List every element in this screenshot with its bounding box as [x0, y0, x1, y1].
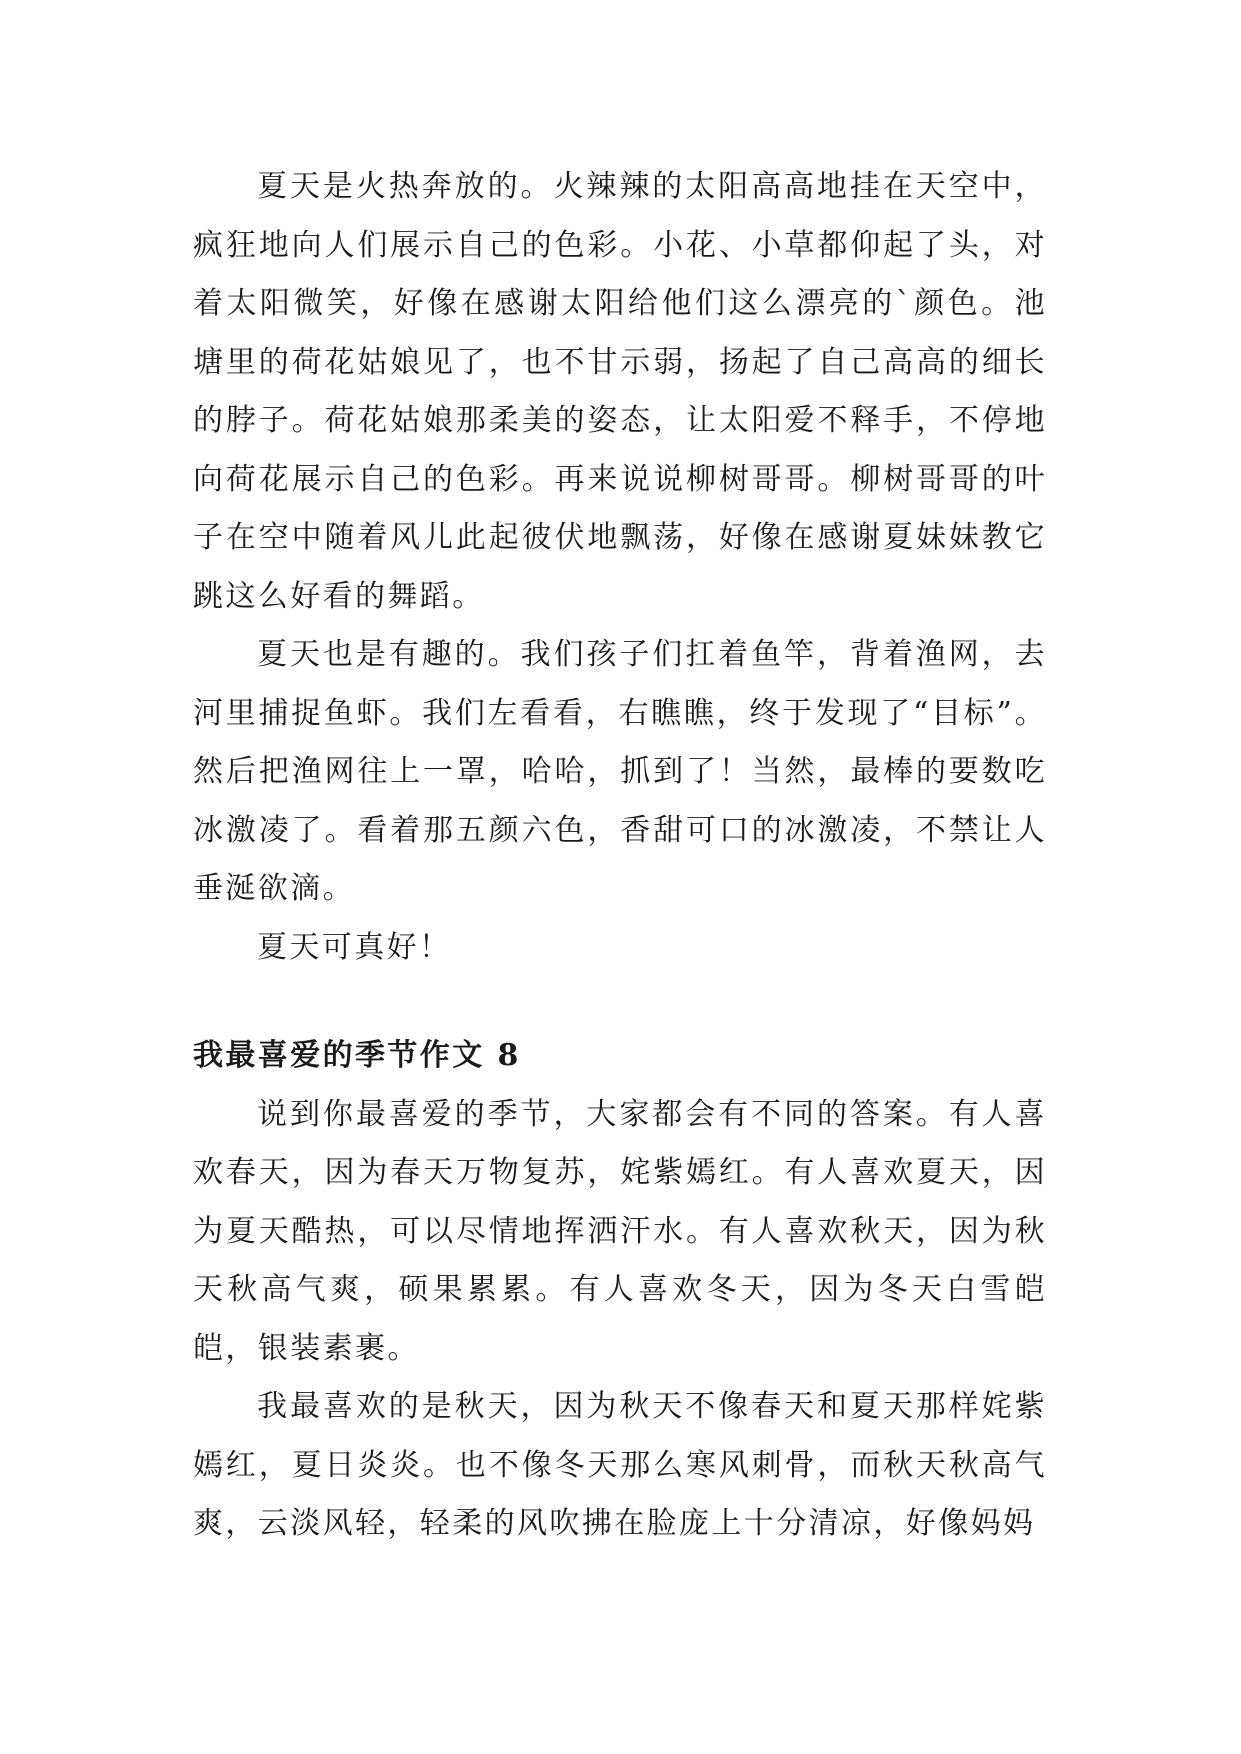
- document-page: [193, 158, 1047, 1554]
- paragraph-summer-good: 夏天可真好！: [257, 929, 452, 965]
- section-title: 我最喜爱的季节作文 8: [193, 1038, 521, 1073]
- paragraph-autumn: 我最喜欢的是秋天，因为秋天不像春天和夏天那样姹紫嫣红，夏日炎炎。也不像冬天那么寒风刺骨，而秋天秋高气爽，云淡风轻，轻柔的风吹拂在脸庞上十分清凉，好像妈妈: [193, 1389, 1047, 1541]
- paragraph-favorite-season: 说到你最喜爱的季节，大家都会有不同的答案。有人喜欢春天，因为春天万物复苏，姹紫嫣红。有人喜欢夏天，因为夏天酷热，可以尽情地挥洒汗水。有人喜欢秋天，因为秋天秋高气爽，硕果累累。有人喜欢冬天，因为冬天白雪皑皑，银装素裹。: [193, 1096, 1047, 1366]
- paragraph-summer-fun: 夏天也是有趣的。我们孩子们扛着鱼竿，背着渔网，去河里捕捉鱼虾。我们左看看，右瞧瞧，终于发现了“目标”。然后把渔网往上一罩，哈哈，抓到了！当然，最棒的要数吃冰激凌了。看着那五颜六色，香甜可口的冰激凌，不禁让人垂涎欲滴。: [193, 637, 1047, 906]
- paragraph-summer-passionate: 夏天是火热奔放的。火辣辣的太阳高高地挂在天空中，疯狂地向人们展示自己的色彩。小花、小草都仰起了头，对着太阳微笑，好像在感谢太阳给他们这么漂亮的`颜色。池塘里的荷花姑娘见了，也不甘示弱，扬起了自己高高的细长的脖子。荷花姑娘那柔美的姿态，让太阳爱不释手，不停地向荷花展示自己的色彩。再来说说柳树哥哥。柳树哥哥的叶子在空中随着风儿此起彼伏地飘荡，好像在感谢夏妹妹教它跳这么好看的舞蹈。: [193, 169, 1047, 614]
